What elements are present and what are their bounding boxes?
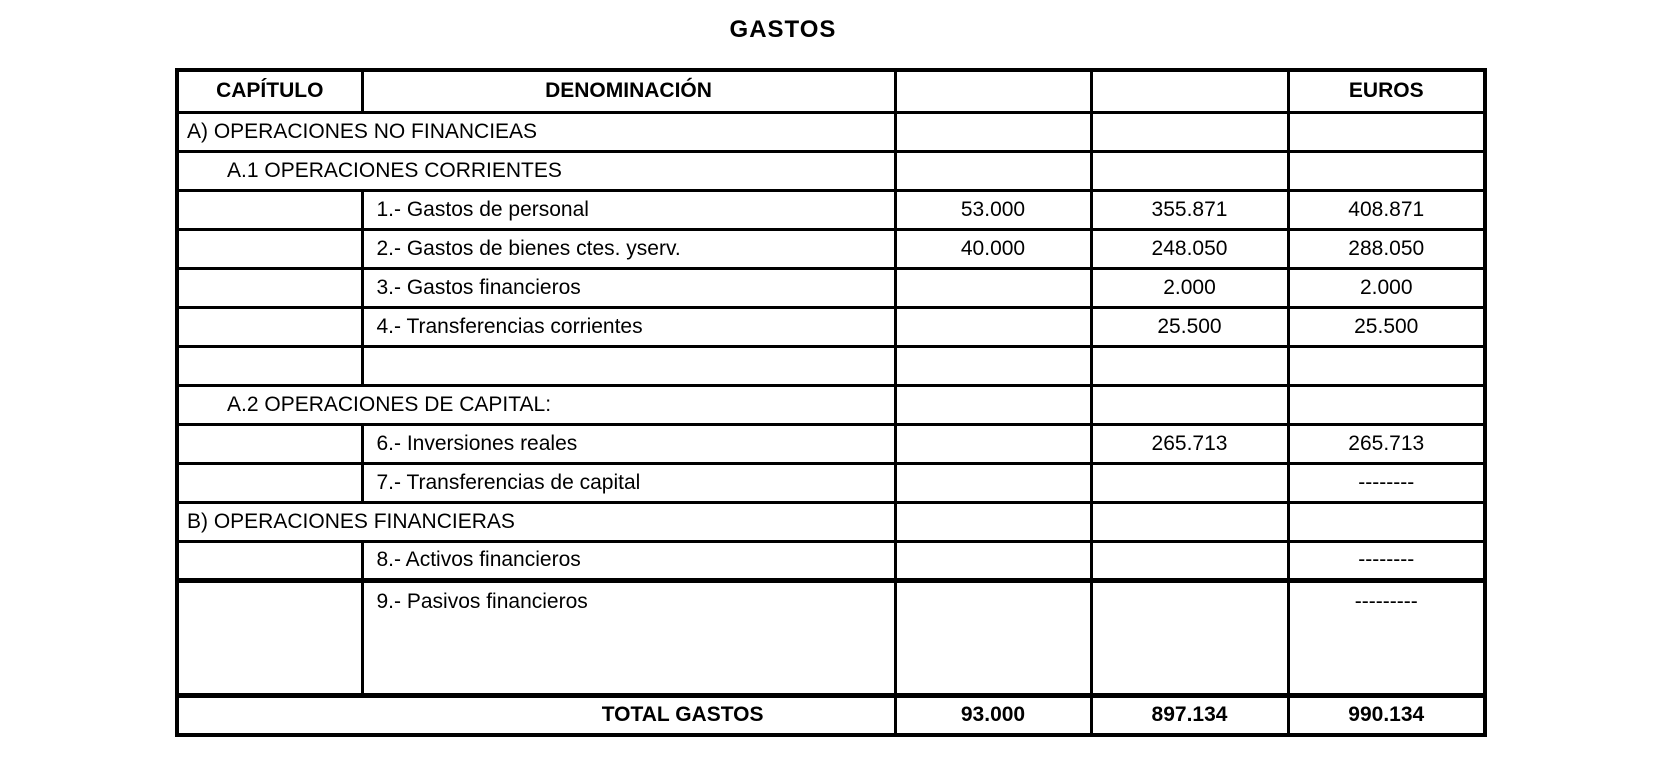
table-cell [895,385,1091,424]
value-cell: 355.871 [1091,190,1288,229]
value-cell: 53.000 [895,190,1091,229]
table-cell [1288,502,1485,541]
euros-cell: 2.000 [1288,268,1485,307]
denominacion-cell: 1.- Gastos de personal [362,190,895,229]
header-euros: EUROS [1288,70,1485,112]
euros-cell: 288.050 [1288,229,1485,268]
table-cell [177,541,362,580]
denominacion-cell: 6.- Inversiones reales [362,424,895,463]
section-label: A) OPERACIONES NO FINANCIEAS [177,112,895,151]
total-euros-cell: 990.134 [1288,695,1485,735]
euros-cell: --------- [1288,580,1485,695]
table-cell [895,502,1091,541]
section-row-a2 [177,385,1485,424]
section-row-a [177,112,1485,151]
table-cell [177,268,362,307]
data-row-2 [177,229,1485,268]
header-col3 [895,70,1091,112]
table-cell [895,112,1091,151]
table-cell [1288,346,1485,385]
table-cell [1091,385,1288,424]
table-cell [177,307,362,346]
section-row-b [177,502,1485,541]
table-cell [177,424,362,463]
data-row-4 [177,307,1485,346]
denominacion-cell: 3.- Gastos financieros [362,268,895,307]
section-row-a1 [177,151,1485,190]
denominacion-cell: 4.- Transferencias corrientes [362,307,895,346]
euros-cell: -------- [1288,463,1485,502]
data-row-8 [177,541,1485,580]
euros-cell: -------- [1288,541,1485,580]
header-col4 [1091,70,1288,112]
table-cell [177,580,362,695]
value-cell [895,541,1091,580]
denominacion-cell: 2.- Gastos de bienes ctes. yserv. [362,229,895,268]
table-cell [1091,112,1288,151]
gastos-table [175,68,1487,737]
value-cell: 2.000 [1091,268,1288,307]
table-cell [1288,151,1485,190]
page-title: GASTOS [729,16,837,43]
table-cell [1091,346,1288,385]
value-cell: 40.000 [895,229,1091,268]
data-row-7 [177,463,1485,502]
value-cell [1091,463,1288,502]
table-cell [177,346,362,385]
denominacion-cell: 8.- Activos financieros [362,541,895,580]
data-row-6 [177,424,1485,463]
table-cell [895,151,1091,190]
table-cell [362,346,895,385]
table-cell [1091,502,1288,541]
data-row-9 [177,580,1485,695]
value-cell: 248.050 [1091,229,1288,268]
value-cell [895,580,1091,695]
table-header-row [177,70,1485,112]
euros-cell: 408.871 [1288,190,1485,229]
value-cell: 265.713 [1091,424,1288,463]
section-label: B) OPERACIONES FINANCIERAS [177,502,895,541]
empty-row [177,346,1485,385]
section-label: A.1 OPERACIONES CORRIENTES [177,151,895,190]
value-cell [895,268,1091,307]
value-cell [1091,541,1288,580]
header-capitulo: CAPÍTULO [177,70,362,112]
euros-cell: 25.500 [1288,307,1485,346]
table-cell [1091,151,1288,190]
value-cell [895,424,1091,463]
header-denominacion: DENOMINACIÓN [362,70,895,112]
denominacion-cell: 9.- Pasivos financieros [362,580,895,695]
total-row [177,695,1485,735]
section-label: A.2 OPERACIONES DE CAPITAL: [177,385,895,424]
denominacion-cell: 7.- Transferencias de capital [362,463,895,502]
total-value-cell: 897.134 [1091,695,1288,735]
total-label: TOTAL GASTOS [177,695,895,735]
value-cell [895,307,1091,346]
value-cell: 25.500 [1091,307,1288,346]
table-cell [177,190,362,229]
data-row-1 [177,190,1485,229]
value-cell [895,463,1091,502]
value-cell [1091,580,1288,695]
table-cell [177,463,362,502]
table-cell [177,229,362,268]
total-value-cell: 93.000 [895,695,1091,735]
table-cell [895,346,1091,385]
euros-cell: 265.713 [1288,424,1485,463]
data-row-3 [177,268,1485,307]
table-cell [1288,112,1485,151]
table-cell [1288,385,1485,424]
